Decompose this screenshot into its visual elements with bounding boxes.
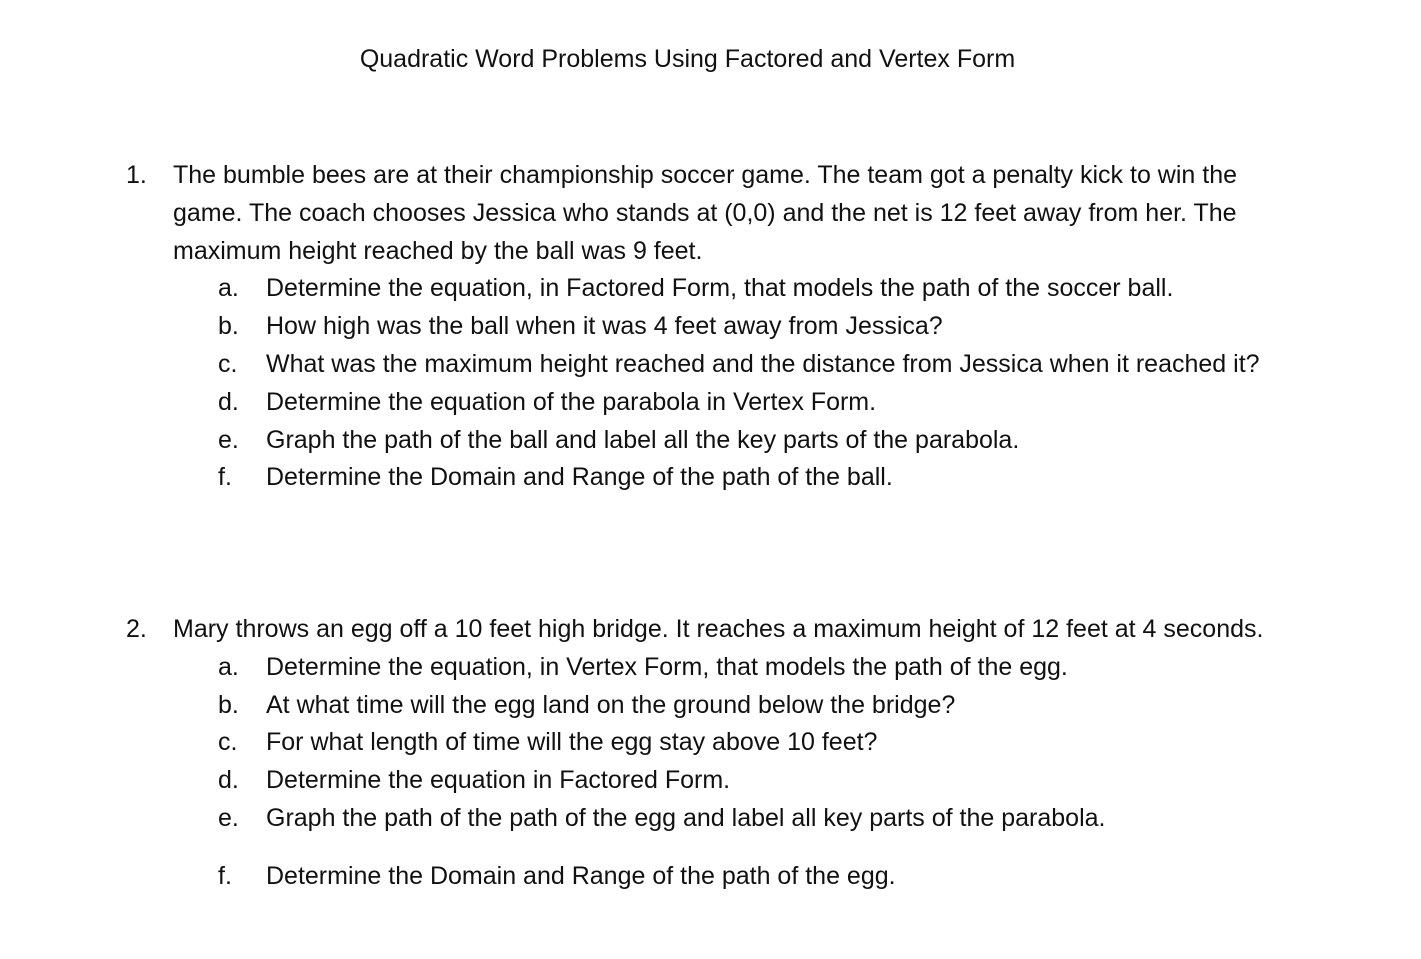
part-text: Determine the equation, in Vertex Form, that models the path of the egg.: [266, 652, 1068, 681]
problem-1: [126, 157, 1306, 497]
part-text: What was the maximum height reached and the distance from Jessica when it reached it?: [266, 349, 1260, 378]
problem-1-part-e: [218, 422, 1306, 460]
part-text: Determine the equation in Factored Form.: [266, 766, 731, 795]
part-letter: b.: [218, 690, 239, 719]
part-text: Graph the path of the ball and label all the key parts of the parabola.: [266, 425, 1020, 454]
part-text: How high was the ball when it was 4 feet away from Jessica?: [266, 312, 943, 341]
part-letter: d.: [218, 387, 239, 416]
part-text: Determine the equation, in Factored Form, that models the path of the soccer ball.: [266, 274, 1174, 303]
problem-1-part-b: [218, 308, 1306, 346]
part-text: Determine the Domain and Range of the path of the ball.: [266, 463, 893, 492]
problem-2-part-c: [218, 724, 1306, 762]
problem-1-part-d: [218, 384, 1306, 422]
problem-1-part-c: [218, 346, 1306, 384]
part-text: Determine the Domain and Range of the path of the egg.: [266, 861, 896, 890]
part-letter: e.: [218, 425, 239, 454]
part-letter: f.: [218, 861, 232, 890]
part-letter: f.: [218, 463, 232, 492]
problem-number: 1.: [126, 161, 147, 189]
page-title: Quadratic Word Problems Using Factored and Vertex Form: [359, 45, 1016, 73]
problem-2-part-d: [218, 762, 1306, 800]
problem-2-part-b: [218, 687, 1306, 725]
problem-2-part-e: [218, 800, 1306, 838]
part-letter: a.: [218, 274, 239, 303]
problem-2-part-a: [218, 649, 1306, 687]
part-letter: a.: [218, 652, 239, 681]
part-letter: c.: [218, 728, 238, 757]
problem-number: 2.: [126, 615, 147, 643]
problem-stem: The bumble bees are at their championship soccer game. The team got a penalty kick to win the game. The coach chooses Jessica who stands at (0,0) and the net is 12 feet away from her. The maximum height reached by the ball was 9 feet.: [173, 161, 1238, 265]
problem-2-part-f: [218, 858, 1306, 896]
problem-stem: Mary throws an egg off a 10 feet high bridge. It reaches a maximum height of 12 feet at 4 seconds.: [173, 615, 1264, 643]
problem-1-part-f: [218, 459, 1306, 497]
part-text: For what length of time will the egg stay above 10 feet?: [266, 728, 878, 757]
part-letter: d.: [218, 766, 239, 795]
part-letter: e.: [218, 803, 239, 832]
problem-1-part-a: [218, 270, 1306, 308]
part-text: Graph the path of the path of the egg and label all key parts of the parabola.: [266, 803, 1106, 832]
part-letter: c.: [218, 349, 238, 378]
part-text: At what time will the egg land on the ground below the bridge?: [266, 690, 956, 719]
problem-2: [126, 611, 1306, 896]
part-letter: b.: [218, 312, 239, 341]
part-text: Determine the equation of the parabola in Vertex Form.: [266, 387, 877, 416]
